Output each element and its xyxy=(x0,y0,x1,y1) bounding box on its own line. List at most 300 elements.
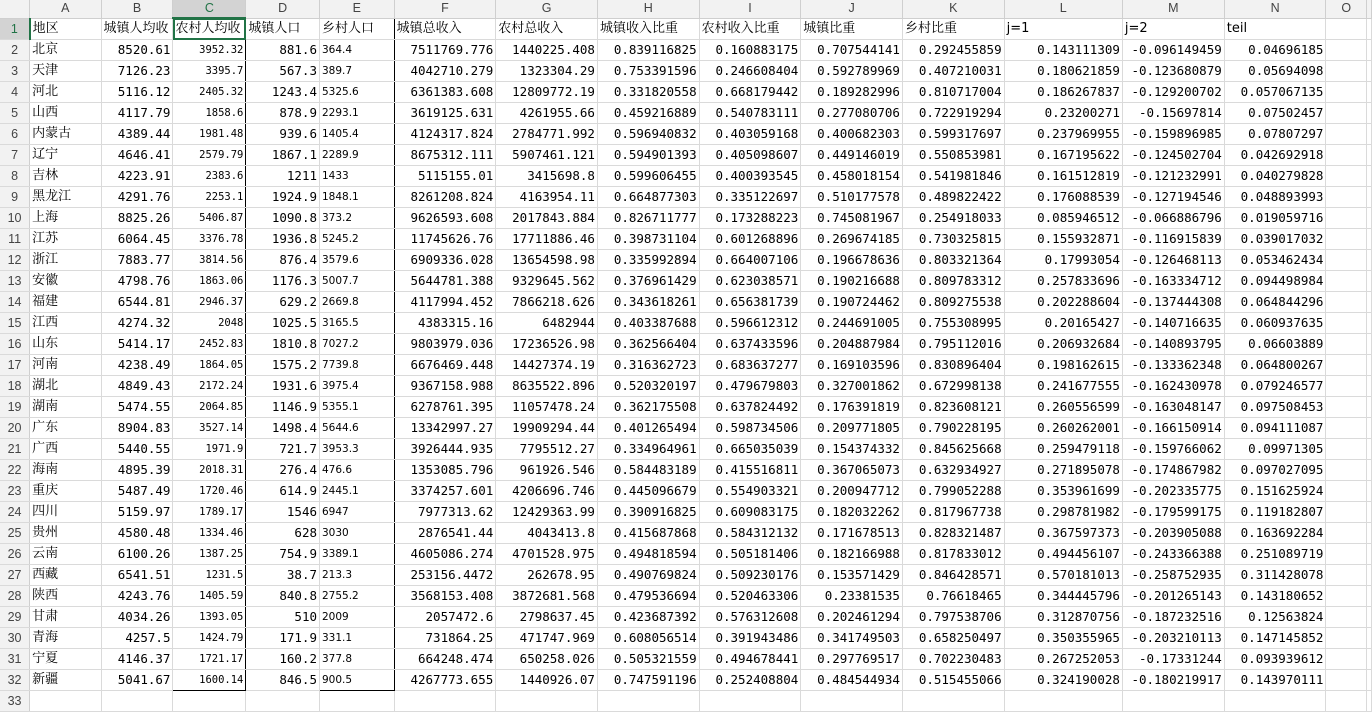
cell-f10[interactable]: 9626593.608 xyxy=(394,208,496,229)
cell-b6[interactable]: 4389.44 xyxy=(101,124,173,145)
cell-c13[interactable]: 1863.06 xyxy=(173,271,246,292)
cell-o10[interactable] xyxy=(1326,208,1367,229)
cell-i20[interactable]: 0.598734506 xyxy=(699,418,801,439)
cell-m8[interactable]: -0.121232991 xyxy=(1122,166,1224,187)
cell-j23[interactable]: 0.200947712 xyxy=(801,481,903,502)
cell-d1[interactable]: 城镇人口 xyxy=(246,18,320,40)
cell-b14[interactable]: 6544.81 xyxy=(101,292,173,313)
cell-k30[interactable]: 0.658250497 xyxy=(902,628,1004,649)
cell-b31[interactable]: 4146.37 xyxy=(101,649,173,670)
row-header[interactable]: 27 xyxy=(0,565,30,586)
cell-i31[interactable]: 0.494678441 xyxy=(699,649,801,670)
cell-h11[interactable]: 0.398731104 xyxy=(597,229,699,250)
cell-f22[interactable]: 1353085.796 xyxy=(394,460,496,481)
cell-m23[interactable]: -0.202335775 xyxy=(1122,481,1224,502)
cell-e2[interactable]: 364.4 xyxy=(320,40,395,61)
cell-b11[interactable]: 6064.45 xyxy=(101,229,173,250)
cell-h13[interactable]: 0.376961429 xyxy=(597,271,699,292)
empty-cell[interactable] xyxy=(1326,691,1367,712)
row-header[interactable]: 18 xyxy=(0,376,30,397)
cell-i3[interactable]: 0.246608404 xyxy=(699,61,801,82)
cell-e30[interactable]: 331.1 xyxy=(320,628,395,649)
cell-c5[interactable]: 1858.6 xyxy=(173,103,246,124)
cell-l21[interactable]: 0.259479118 xyxy=(1004,439,1122,460)
cell-e9[interactable]: 1848.1 xyxy=(320,187,395,208)
cell-o2[interactable] xyxy=(1326,40,1367,61)
cell-j25[interactable]: 0.171678513 xyxy=(801,523,903,544)
cell-c27[interactable]: 1231.5 xyxy=(173,565,246,586)
cell-m25[interactable]: -0.203905088 xyxy=(1122,523,1224,544)
column-header-m[interactable]: M xyxy=(1122,0,1224,18)
cell-o31[interactable] xyxy=(1326,649,1367,670)
cell-b4[interactable]: 5116.12 xyxy=(101,82,173,103)
cell-m18[interactable]: -0.162430978 xyxy=(1122,376,1224,397)
cell-d18[interactable]: 1931.6 xyxy=(246,376,320,397)
cell-h24[interactable]: 0.390916825 xyxy=(597,502,699,523)
cell-d21[interactable]: 721.7 xyxy=(246,439,320,460)
cell-j17[interactable]: 0.169103596 xyxy=(801,355,903,376)
cell-d22[interactable]: 276.4 xyxy=(246,460,320,481)
empty-cell[interactable] xyxy=(1004,691,1122,712)
cell-a21[interactable]: 广西 xyxy=(30,439,101,460)
cell-o30[interactable] xyxy=(1326,628,1367,649)
cell-m10[interactable]: -0.066886796 xyxy=(1122,208,1224,229)
cell-a22[interactable]: 海南 xyxy=(30,460,101,481)
cell-k21[interactable]: 0.845625668 xyxy=(902,439,1004,460)
cell-e15[interactable]: 3165.5 xyxy=(320,313,395,334)
cell-j10[interactable]: 0.745081967 xyxy=(801,208,903,229)
cell-k1[interactable]: 乡村比重 xyxy=(902,18,1004,40)
cell-o1[interactable] xyxy=(1326,18,1367,40)
cell-k24[interactable]: 0.817967738 xyxy=(902,502,1004,523)
cell-c4[interactable]: 2405.32 xyxy=(173,82,246,103)
cell-g1[interactable]: 农村总收入 xyxy=(496,18,598,40)
row-header[interactable]: 15 xyxy=(0,313,30,334)
cell-a20[interactable]: 广东 xyxy=(30,418,101,439)
cell-j11[interactable]: 0.269674185 xyxy=(801,229,903,250)
cell-a18[interactable]: 湖北 xyxy=(30,376,101,397)
cell-o21[interactable] xyxy=(1326,439,1367,460)
cell-j13[interactable]: 0.190216688 xyxy=(801,271,903,292)
cell-a25[interactable]: 贵州 xyxy=(30,523,101,544)
cell-k14[interactable]: 0.809275538 xyxy=(902,292,1004,313)
cell-g31[interactable]: 650258.026 xyxy=(496,649,598,670)
cell-h9[interactable]: 0.664877303 xyxy=(597,187,699,208)
cell-g4[interactable]: 12809772.19 xyxy=(496,82,598,103)
cell-f6[interactable]: 4124317.824 xyxy=(394,124,496,145)
cell-m26[interactable]: -0.243366388 xyxy=(1122,544,1224,565)
cell-m1[interactable]: j=2 xyxy=(1122,18,1224,40)
cell-h28[interactable]: 0.479536694 xyxy=(597,586,699,607)
row-header[interactable]: 29 xyxy=(0,607,30,628)
cell-h7[interactable]: 0.594901393 xyxy=(597,145,699,166)
empty-cell[interactable] xyxy=(101,691,173,712)
cell-k27[interactable]: 0.846428571 xyxy=(902,565,1004,586)
cell-b30[interactable]: 4257.5 xyxy=(101,628,173,649)
cell-b2[interactable]: 8520.61 xyxy=(101,40,173,61)
cell-m13[interactable]: -0.163334712 xyxy=(1122,271,1224,292)
cell-f20[interactable]: 13342997.27 xyxy=(394,418,496,439)
cell-g26[interactable]: 4701528.975 xyxy=(496,544,598,565)
cell-j32[interactable]: 0.484544934 xyxy=(801,670,903,691)
cell-f27[interactable]: 253156.4472 xyxy=(394,565,496,586)
cell-e20[interactable]: 5644.6 xyxy=(320,418,395,439)
cell-g14[interactable]: 7866218.626 xyxy=(496,292,598,313)
cell-d28[interactable]: 840.8 xyxy=(246,586,320,607)
cell-e8[interactable]: 1433 xyxy=(320,166,395,187)
row-header[interactable]: 28 xyxy=(0,586,30,607)
cell-a16[interactable]: 山东 xyxy=(30,334,101,355)
cell-c30[interactable]: 1424.79 xyxy=(173,628,246,649)
cell-g7[interactable]: 5907461.121 xyxy=(496,145,598,166)
cell-n30[interactable]: 0.147145852 xyxy=(1224,628,1326,649)
cell-b18[interactable]: 4849.43 xyxy=(101,376,173,397)
cell-o22[interactable] xyxy=(1326,460,1367,481)
cell-o8[interactable] xyxy=(1326,166,1367,187)
cell-o11[interactable] xyxy=(1326,229,1367,250)
row-header[interactable]: 30 xyxy=(0,628,30,649)
cell-i22[interactable]: 0.415516811 xyxy=(699,460,801,481)
cell-b29[interactable]: 4034.26 xyxy=(101,607,173,628)
cell-o15[interactable] xyxy=(1326,313,1367,334)
column-header-n[interactable]: N xyxy=(1224,0,1326,18)
cell-f19[interactable]: 6278761.395 xyxy=(394,397,496,418)
cell-h18[interactable]: 0.520320197 xyxy=(597,376,699,397)
cell-h20[interactable]: 0.401265494 xyxy=(597,418,699,439)
cell-l12[interactable]: 0.17993054 xyxy=(1004,250,1122,271)
cell-k6[interactable]: 0.599317697 xyxy=(902,124,1004,145)
cell-m21[interactable]: -0.159766062 xyxy=(1122,439,1224,460)
cell-i13[interactable]: 0.623038571 xyxy=(699,271,801,292)
cell-b17[interactable]: 4238.49 xyxy=(101,355,173,376)
cell-o13[interactable] xyxy=(1326,271,1367,292)
cell-i4[interactable]: 0.668179442 xyxy=(699,82,801,103)
row-header[interactable]: 5 xyxy=(0,103,30,124)
cell-c7[interactable]: 2579.79 xyxy=(173,145,246,166)
cell-k20[interactable]: 0.790228195 xyxy=(902,418,1004,439)
cell-a8[interactable]: 吉林 xyxy=(30,166,101,187)
cell-k22[interactable]: 0.632934927 xyxy=(902,460,1004,481)
cell-a5[interactable]: 山西 xyxy=(30,103,101,124)
cell-n23[interactable]: 0.151625924 xyxy=(1224,481,1326,502)
cell-e28[interactable]: 2755.2 xyxy=(320,586,395,607)
row-header[interactable]: 11 xyxy=(0,229,30,250)
cell-h16[interactable]: 0.362566404 xyxy=(597,334,699,355)
cell-g22[interactable]: 961926.546 xyxy=(496,460,598,481)
cell-a30[interactable]: 青海 xyxy=(30,628,101,649)
cell-i21[interactable]: 0.665035039 xyxy=(699,439,801,460)
cell-d15[interactable]: 1025.5 xyxy=(246,313,320,334)
cell-d8[interactable]: 1211 xyxy=(246,166,320,187)
cell-l4[interactable]: 0.186267837 xyxy=(1004,82,1122,103)
cell-a2[interactable]: 北京 xyxy=(30,40,101,61)
cell-h12[interactable]: 0.335992894 xyxy=(597,250,699,271)
cell-d27[interactable]: 38.7 xyxy=(246,565,320,586)
cell-k7[interactable]: 0.550853981 xyxy=(902,145,1004,166)
cell-n11[interactable]: 0.039017032 xyxy=(1224,229,1326,250)
cell-f13[interactable]: 5644781.388 xyxy=(394,271,496,292)
cell-e26[interactable]: 3389.1 xyxy=(320,544,395,565)
cell-b21[interactable]: 5440.55 xyxy=(101,439,173,460)
cell-b19[interactable]: 5474.55 xyxy=(101,397,173,418)
row-header[interactable]: 7 xyxy=(0,145,30,166)
cell-h5[interactable]: 0.459216889 xyxy=(597,103,699,124)
cell-g9[interactable]: 4163954.11 xyxy=(496,187,598,208)
cell-n21[interactable]: 0.09971305 xyxy=(1224,439,1326,460)
cell-l7[interactable]: 0.167195622 xyxy=(1004,145,1122,166)
empty-cell[interactable] xyxy=(246,691,320,712)
cell-i10[interactable]: 0.173288223 xyxy=(699,208,801,229)
cell-b22[interactable]: 4895.39 xyxy=(101,460,173,481)
cell-l9[interactable]: 0.176088539 xyxy=(1004,187,1122,208)
cell-h15[interactable]: 0.403387688 xyxy=(597,313,699,334)
column-header-c[interactable]: C xyxy=(173,0,246,18)
cell-i5[interactable]: 0.540783111 xyxy=(699,103,801,124)
cell-m11[interactable]: -0.116915839 xyxy=(1122,229,1224,250)
cell-o9[interactable] xyxy=(1326,187,1367,208)
cell-m15[interactable]: -0.140716635 xyxy=(1122,313,1224,334)
cell-o12[interactable] xyxy=(1326,250,1367,271)
cell-g18[interactable]: 8635522.896 xyxy=(496,376,598,397)
cell-m9[interactable]: -0.127194546 xyxy=(1122,187,1224,208)
row-header[interactable]: 24 xyxy=(0,502,30,523)
cell-a23[interactable]: 重庆 xyxy=(30,481,101,502)
cell-e10[interactable]: 373.2 xyxy=(320,208,395,229)
cell-j4[interactable]: 0.189282996 xyxy=(801,82,903,103)
cell-l22[interactable]: 0.271895078 xyxy=(1004,460,1122,481)
cell-o5[interactable] xyxy=(1326,103,1367,124)
cell-n25[interactable]: 0.163692284 xyxy=(1224,523,1326,544)
cell-a28[interactable]: 陕西 xyxy=(30,586,101,607)
column-header-l[interactable]: L xyxy=(1004,0,1122,18)
cell-j27[interactable]: 0.153571429 xyxy=(801,565,903,586)
row-header[interactable]: 4 xyxy=(0,82,30,103)
cell-l8[interactable]: 0.161512819 xyxy=(1004,166,1122,187)
cell-n5[interactable]: 0.07502457 xyxy=(1224,103,1326,124)
cell-o20[interactable] xyxy=(1326,418,1367,439)
cell-b15[interactable]: 4274.32 xyxy=(101,313,173,334)
cell-o25[interactable] xyxy=(1326,523,1367,544)
cell-d13[interactable]: 1176.3 xyxy=(246,271,320,292)
cell-m24[interactable]: -0.179599175 xyxy=(1122,502,1224,523)
cell-b26[interactable]: 6100.26 xyxy=(101,544,173,565)
cell-l26[interactable]: 0.494456107 xyxy=(1004,544,1122,565)
cell-b16[interactable]: 5414.17 xyxy=(101,334,173,355)
cell-i32[interactable]: 0.252408804 xyxy=(699,670,801,691)
cell-a3[interactable]: 天津 xyxy=(30,61,101,82)
cell-g16[interactable]: 17236526.98 xyxy=(496,334,598,355)
cell-j26[interactable]: 0.182166988 xyxy=(801,544,903,565)
cell-e25[interactable]: 3030 xyxy=(320,523,395,544)
cell-k18[interactable]: 0.672998138 xyxy=(902,376,1004,397)
row-header[interactable]: 23 xyxy=(0,481,30,502)
cell-k5[interactable]: 0.722919294 xyxy=(902,103,1004,124)
cell-f14[interactable]: 4117994.452 xyxy=(394,292,496,313)
cell-e17[interactable]: 7739.8 xyxy=(320,355,395,376)
row-header[interactable]: 14 xyxy=(0,292,30,313)
cell-c20[interactable]: 3527.14 xyxy=(173,418,246,439)
column-header-k[interactable]: K xyxy=(902,0,1004,18)
cell-n9[interactable]: 0.048893993 xyxy=(1224,187,1326,208)
cell-k17[interactable]: 0.830896404 xyxy=(902,355,1004,376)
cell-d12[interactable]: 876.4 xyxy=(246,250,320,271)
cell-a7[interactable]: 辽宁 xyxy=(30,145,101,166)
cell-n4[interactable]: 0.057067135 xyxy=(1224,82,1326,103)
cell-a27[interactable]: 西藏 xyxy=(30,565,101,586)
cell-k4[interactable]: 0.810717004 xyxy=(902,82,1004,103)
cell-g8[interactable]: 3415698.8 xyxy=(496,166,598,187)
cell-e14[interactable]: 2669.8 xyxy=(320,292,395,313)
cell-h25[interactable]: 0.415687868 xyxy=(597,523,699,544)
cell-n18[interactable]: 0.079246577 xyxy=(1224,376,1326,397)
cell-g24[interactable]: 12429363.99 xyxy=(496,502,598,523)
cell-n31[interactable]: 0.093939612 xyxy=(1224,649,1326,670)
cell-m16[interactable]: -0.140893795 xyxy=(1122,334,1224,355)
column-header-g[interactable]: G xyxy=(496,0,598,18)
cell-d26[interactable]: 754.9 xyxy=(246,544,320,565)
cell-f4[interactable]: 6361383.608 xyxy=(394,82,496,103)
cell-o23[interactable] xyxy=(1326,481,1367,502)
cell-a6[interactable]: 内蒙古 xyxy=(30,124,101,145)
cell-j20[interactable]: 0.209771805 xyxy=(801,418,903,439)
cell-b25[interactable]: 4580.48 xyxy=(101,523,173,544)
cell-o3[interactable] xyxy=(1326,61,1367,82)
cell-i27[interactable]: 0.509230176 xyxy=(699,565,801,586)
cell-d19[interactable]: 1146.9 xyxy=(246,397,320,418)
cell-c24[interactable]: 1789.17 xyxy=(173,502,246,523)
cell-e3[interactable]: 389.7 xyxy=(320,61,395,82)
column-header-e[interactable]: E xyxy=(320,0,395,18)
cell-f8[interactable]: 5115155.01 xyxy=(394,166,496,187)
cell-h27[interactable]: 0.490769824 xyxy=(597,565,699,586)
cell-f23[interactable]: 3374257.601 xyxy=(394,481,496,502)
cell-i8[interactable]: 0.400393545 xyxy=(699,166,801,187)
empty-cell[interactable] xyxy=(801,691,903,712)
cell-d10[interactable]: 1090.8 xyxy=(246,208,320,229)
cell-a14[interactable]: 福建 xyxy=(30,292,101,313)
cell-l5[interactable]: 0.23200271 xyxy=(1004,103,1122,124)
cell-k15[interactable]: 0.755308995 xyxy=(902,313,1004,334)
cell-l31[interactable]: 0.267252053 xyxy=(1004,649,1122,670)
column-header-f[interactable]: F xyxy=(394,0,496,18)
cell-k29[interactable]: 0.797538706 xyxy=(902,607,1004,628)
cell-o17[interactable] xyxy=(1326,355,1367,376)
cell-j14[interactable]: 0.190724462 xyxy=(801,292,903,313)
cell-n10[interactable]: 0.019059716 xyxy=(1224,208,1326,229)
cell-l25[interactable]: 0.367597373 xyxy=(1004,523,1122,544)
cell-b23[interactable]: 5487.49 xyxy=(101,481,173,502)
cell-g12[interactable]: 13654598.98 xyxy=(496,250,598,271)
empty-cell[interactable] xyxy=(1122,691,1224,712)
cell-n24[interactable]: 0.119182807 xyxy=(1224,502,1326,523)
cell-c9[interactable]: 2253.1 xyxy=(173,187,246,208)
cell-e27[interactable]: 213.3 xyxy=(320,565,395,586)
cell-k8[interactable]: 0.541981846 xyxy=(902,166,1004,187)
cell-g21[interactable]: 7795512.27 xyxy=(496,439,598,460)
row-header[interactable]: 10 xyxy=(0,208,30,229)
cell-e31[interactable]: 377.8 xyxy=(320,649,395,670)
cell-l3[interactable]: 0.180621859 xyxy=(1004,61,1122,82)
cell-l11[interactable]: 0.155932871 xyxy=(1004,229,1122,250)
cell-e11[interactable]: 5245.2 xyxy=(320,229,395,250)
cell-j19[interactable]: 0.176391819 xyxy=(801,397,903,418)
cell-l28[interactable]: 0.344445796 xyxy=(1004,586,1122,607)
cell-m31[interactable]: -0.17331244 xyxy=(1122,649,1224,670)
cell-d7[interactable]: 1867.1 xyxy=(246,145,320,166)
cell-j29[interactable]: 0.202461294 xyxy=(801,607,903,628)
cell-n32[interactable]: 0.143970111 xyxy=(1224,670,1326,691)
cell-a24[interactable]: 四川 xyxy=(30,502,101,523)
cell-d2[interactable]: 881.6 xyxy=(246,40,320,61)
cell-g5[interactable]: 4261955.66 xyxy=(496,103,598,124)
cell-f31[interactable]: 664248.474 xyxy=(394,649,496,670)
cell-o6[interactable] xyxy=(1326,124,1367,145)
column-header-a[interactable]: A xyxy=(30,0,101,18)
empty-cell[interactable] xyxy=(597,691,699,712)
cell-h1[interactable]: 城镇收入比重 xyxy=(597,18,699,40)
cell-j30[interactable]: 0.341749503 xyxy=(801,628,903,649)
cell-c29[interactable]: 1393.05 xyxy=(173,607,246,628)
cell-b3[interactable]: 7126.23 xyxy=(101,61,173,82)
cell-j3[interactable]: 0.592789969 xyxy=(801,61,903,82)
cell-n1[interactable]: teil xyxy=(1224,18,1326,40)
cell-c12[interactable]: 3814.56 xyxy=(173,250,246,271)
cell-f2[interactable]: 7511769.776 xyxy=(394,40,496,61)
empty-cell[interactable] xyxy=(320,691,395,712)
cell-m6[interactable]: -0.159896985 xyxy=(1122,124,1224,145)
cell-a10[interactable]: 上海 xyxy=(30,208,101,229)
cell-h8[interactable]: 0.599606455 xyxy=(597,166,699,187)
cell-h17[interactable]: 0.316362723 xyxy=(597,355,699,376)
cell-m14[interactable]: -0.137444308 xyxy=(1122,292,1224,313)
row-header[interactable]: 19 xyxy=(0,397,30,418)
cell-g30[interactable]: 471747.969 xyxy=(496,628,598,649)
cell-e5[interactable]: 2293.1 xyxy=(320,103,395,124)
cell-f16[interactable]: 9803979.036 xyxy=(394,334,496,355)
cell-h29[interactable]: 0.423687392 xyxy=(597,607,699,628)
cell-o16[interactable] xyxy=(1326,334,1367,355)
cell-o29[interactable] xyxy=(1326,607,1367,628)
cell-i29[interactable]: 0.576312608 xyxy=(699,607,801,628)
cell-k23[interactable]: 0.799052288 xyxy=(902,481,1004,502)
row-header[interactable]: 3 xyxy=(0,61,30,82)
cell-f17[interactable]: 6676469.448 xyxy=(394,355,496,376)
cell-k12[interactable]: 0.803321364 xyxy=(902,250,1004,271)
cell-g23[interactable]: 4206696.746 xyxy=(496,481,598,502)
cell-c3[interactable]: 3395.7 xyxy=(173,61,246,82)
cell-j9[interactable]: 0.510177578 xyxy=(801,187,903,208)
cell-c22[interactable]: 2018.31 xyxy=(173,460,246,481)
cell-k28[interactable]: 0.76618465 xyxy=(902,586,1004,607)
cell-j15[interactable]: 0.244691005 xyxy=(801,313,903,334)
cell-b27[interactable]: 6541.51 xyxy=(101,565,173,586)
cell-j21[interactable]: 0.154374332 xyxy=(801,439,903,460)
empty-cell[interactable] xyxy=(902,691,1004,712)
cell-h14[interactable]: 0.343618261 xyxy=(597,292,699,313)
cell-d17[interactable]: 1575.2 xyxy=(246,355,320,376)
cell-f28[interactable]: 3568153.408 xyxy=(394,586,496,607)
cell-f15[interactable]: 4383315.16 xyxy=(394,313,496,334)
cell-f18[interactable]: 9367158.988 xyxy=(394,376,496,397)
cell-i6[interactable]: 0.403059168 xyxy=(699,124,801,145)
cell-g25[interactable]: 4043413.8 xyxy=(496,523,598,544)
cell-j22[interactable]: 0.367065073 xyxy=(801,460,903,481)
cell-j5[interactable]: 0.277080706 xyxy=(801,103,903,124)
cell-k2[interactable]: 0.292455859 xyxy=(902,40,1004,61)
column-header-b[interactable]: B xyxy=(101,0,173,18)
cell-e18[interactable]: 3975.4 xyxy=(320,376,395,397)
cell-i7[interactable]: 0.405098607 xyxy=(699,145,801,166)
